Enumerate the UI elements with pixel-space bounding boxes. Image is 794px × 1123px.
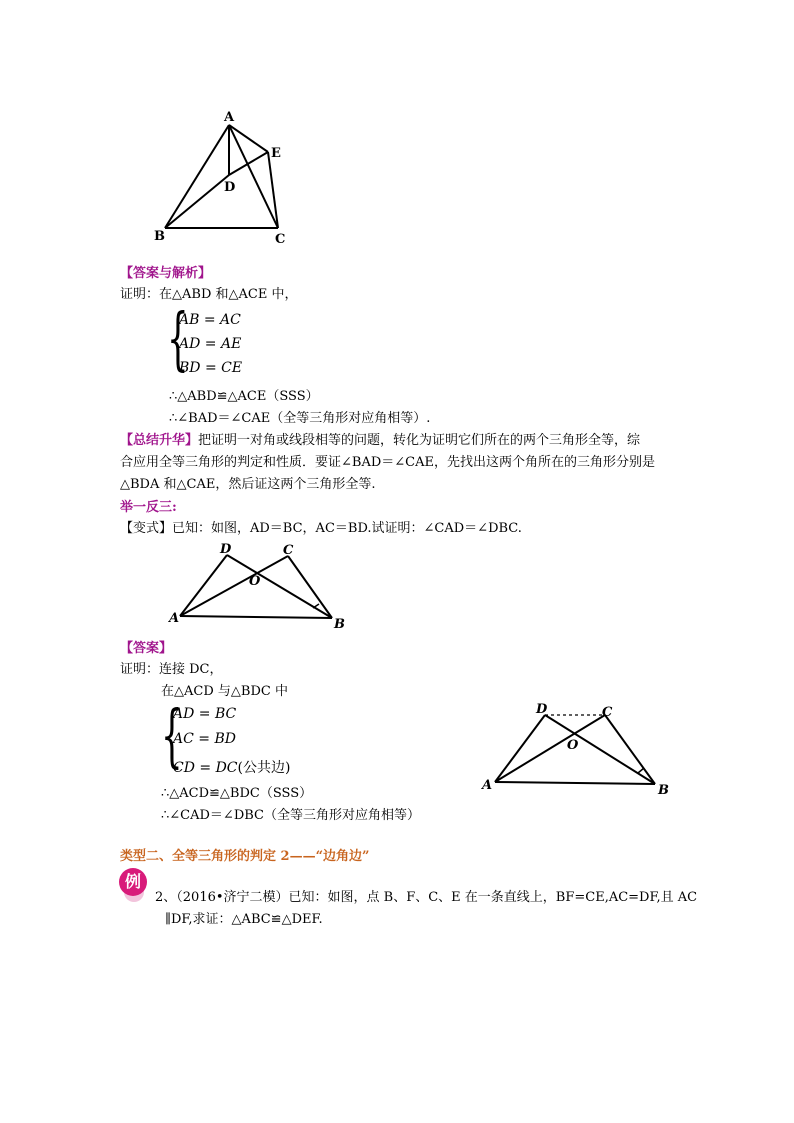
equation-cd-dc [173,757,290,777]
fig3-label-c: C [602,705,613,720]
fig1-label-d: D [224,180,236,195]
fig3-label-b: B [658,783,669,798]
example-problem-line-1: 2、（2016•济宁二模）已知：如图，点 B、F、C、E 在一条直线上，BF=CE,AC=DF,且 AC [155,890,698,905]
variant-problem: 【变式】已知：如图，AD＝BC，AC＝BD.试证明：∠CAD＝∠DBC. [120,521,522,536]
conclusion-congruent-2: ∴△ACD≌△BDC（SSS） [161,786,313,801]
conclusion-angle: ∴∠BAD＝∠CAE（全等三角形对应角相等）. [169,411,431,426]
fig1-label-b: B [154,229,165,244]
type-2-header: 类型二、全等三角形的判定 2——“边角边” [120,849,370,864]
brace-2: { [161,697,183,776]
answer-analysis-header: 【答案与解析】 [120,266,212,281]
fig2-label-a: A [169,611,180,626]
equation-ad-ae: AD = AE [179,336,242,352]
summary-line-2: 合应用全等三角形的判定和性质．要证∠BAD＝∠CAE，先找出这两个角所在的三角形分别是 [120,455,655,470]
fig2-label-o: O [249,574,261,589]
equation-ab-ac: AB = AC [179,312,241,328]
figure-1-triangle [140,105,300,250]
brace-1: { [167,300,189,379]
proof-intro: 证明：在△ABD 和△ACE 中， [120,287,298,302]
variant-header: 举一反三: [120,500,177,515]
example-badge: 例 [119,868,147,896]
fig3-label-d: D [536,702,548,717]
summary-line-1 [120,430,640,452]
conclusion-congruent: ∴△ABD≌△ACE（SSS） [169,389,319,404]
fig1-label-a: A [224,110,235,125]
fig1-label-c: C [275,232,286,247]
proof-connect: 证明：连接 DC， [120,662,223,677]
common-side-note: (公共边) [237,760,291,776]
conclusion-angle-2: ∴∠CAD＝∠DBC（全等三角形对应角相等） [161,808,420,823]
figure-2-triangles [165,538,355,633]
equation-ac-bd: AC = BD [173,731,236,747]
fig3-label-a: A [482,778,493,793]
summary-header: 【总结升华】 [120,433,199,448]
summary-text-1: 把证明一对角或线段相等的问题，转化为证明它们所在的两个三角形全等，综 [198,433,641,448]
fig2-label-c: C [283,543,294,558]
summary-line-3: △BDA 和△CAE，然后证这两个三角形全等. [120,477,376,492]
fig3-label-o: O [567,738,579,753]
figure-3-triangles [478,698,678,798]
equation-ad-bc: AD = BC [173,706,237,722]
equation-bd-ce: BD = CE [179,360,243,376]
example-problem-line-2: ∥DF,求证：△ABC≌△DEF. [165,912,323,927]
equation-cd-dc-text: CD = DC [173,760,238,776]
fig2-label-b: B [334,617,345,632]
answer-header: 【答案】 [120,641,173,656]
fig1-label-e: E [271,146,281,161]
fig2-label-d: D [220,542,232,557]
proof-in-triangles: 在△ACD 与△BDC 中 [161,684,288,699]
